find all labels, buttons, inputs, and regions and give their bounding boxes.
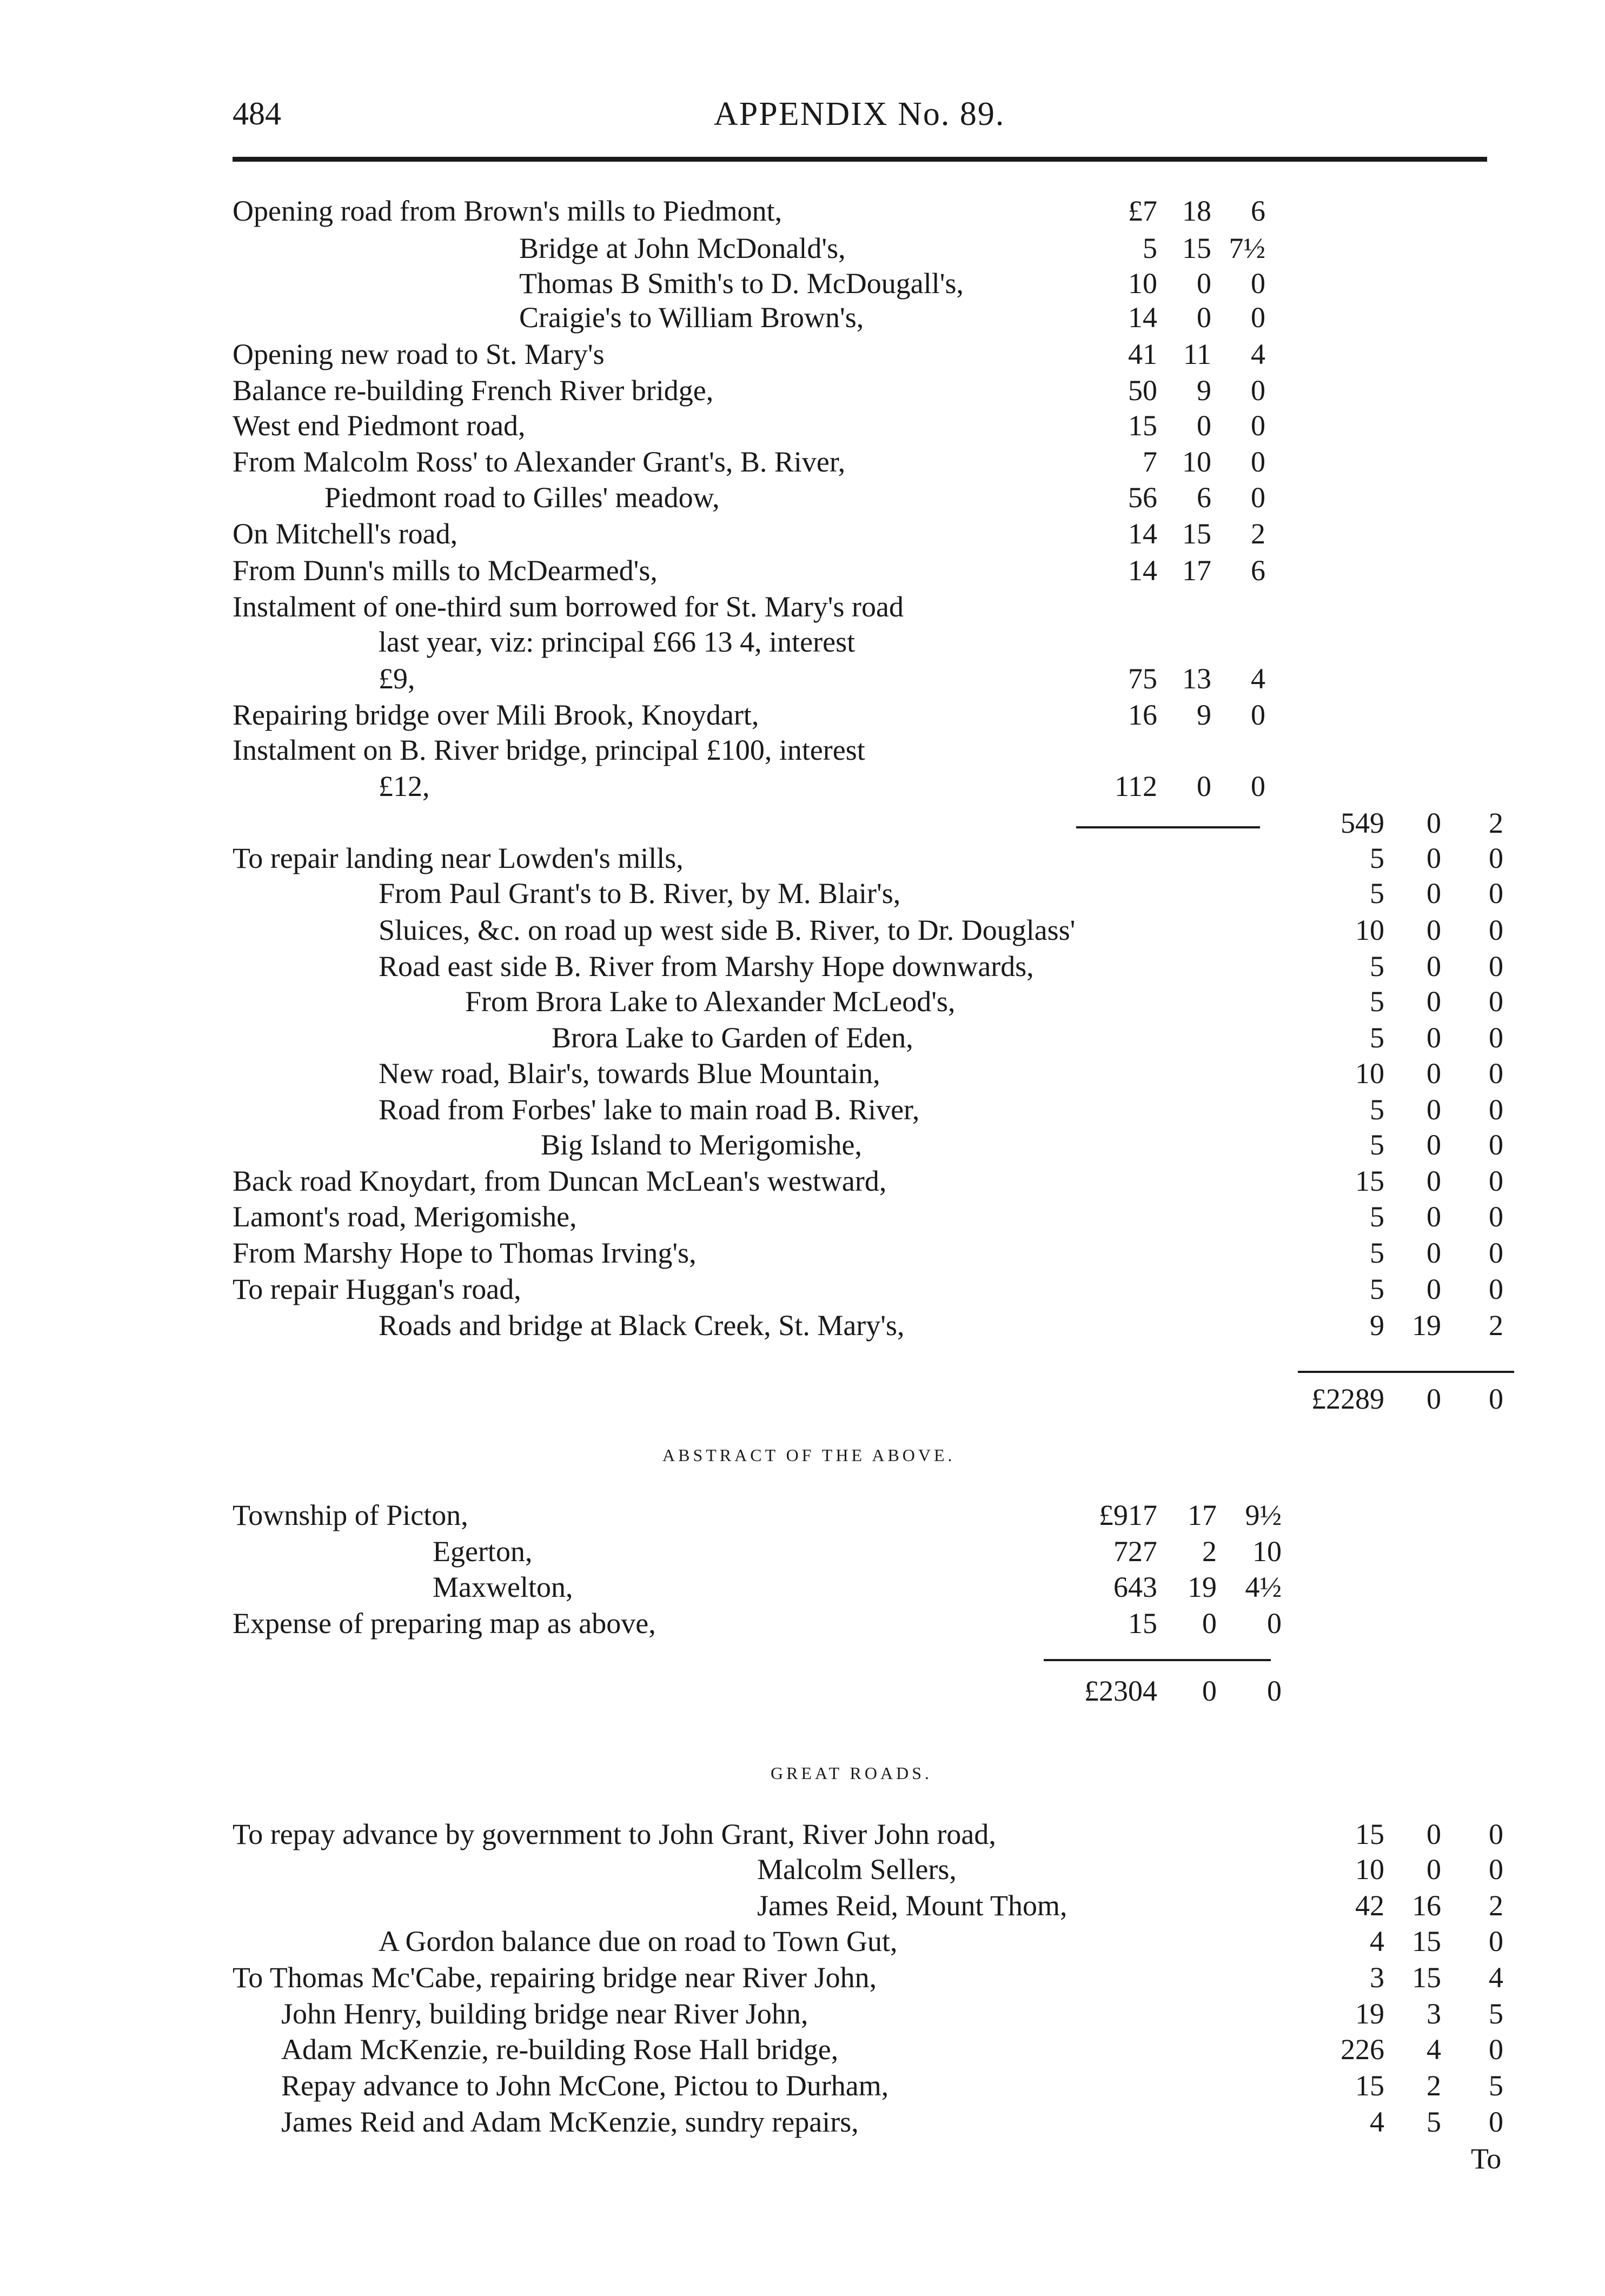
entry-shillings: 0 xyxy=(1197,267,1211,300)
entry-label: £9, xyxy=(379,662,415,695)
entry-label: Roads and bridge at Black Creek, St. Mary's, xyxy=(379,1309,905,1342)
entry-shillings: 10 xyxy=(1182,446,1211,478)
entry-pounds: 5 xyxy=(1370,1129,1384,1161)
entry-pounds: 5 xyxy=(1370,1093,1384,1126)
abstract-title: ABSTRACT OF THE ABOVE. xyxy=(662,1445,956,1465)
entry-label: Road from Forbes' lake to main road B. River, xyxy=(379,1093,920,1126)
abstract-shillings: 0 xyxy=(1202,1607,1217,1640)
entry-shillings: 15 xyxy=(1182,232,1211,264)
entry-shillings: 6 xyxy=(1197,481,1211,514)
entry-shillings: 11 xyxy=(1183,338,1211,370)
great-road-pence: 5 xyxy=(1489,1998,1503,2030)
abstract-pounds: £917 xyxy=(1099,1499,1157,1531)
entry-pounds: 15 xyxy=(1355,1165,1384,1197)
great-road-pence: 0 xyxy=(1489,2033,1503,2066)
entry-pence: 0 xyxy=(1251,374,1265,407)
entry-pence: 0 xyxy=(1251,267,1265,300)
entry-label: New road, Blair's, towards Blue Mountain, xyxy=(379,1057,880,1090)
entry-pounds: 5 xyxy=(1143,232,1157,264)
entry-pounds: 5 xyxy=(1370,985,1384,1018)
entry-label: last year, viz: principal £66 13 4, interest xyxy=(379,626,855,658)
entry-label: Lamont's road, Merigomishe, xyxy=(233,1200,577,1233)
abstract-label: Egerton, xyxy=(433,1535,533,1568)
entry-pounds: 14 xyxy=(1128,554,1157,587)
great-road-pounds: 15 xyxy=(1355,2069,1384,2102)
great-road-pounds: 19 xyxy=(1355,1998,1384,2030)
entry-pounds: 5 xyxy=(1370,950,1384,983)
entry-pence: 6 xyxy=(1251,554,1265,587)
entry-label: To repair landing near Lowden's mills, xyxy=(233,842,684,874)
great-road-pence: 2 xyxy=(1489,1889,1503,1922)
entry-label: From Paul Grant's to B. River, by M. Blair's, xyxy=(379,877,901,910)
entry-shillings: 18 xyxy=(1182,195,1211,227)
entry-pounds: 10 xyxy=(1355,914,1384,946)
great-road-label: John Henry, building bridge near River John, xyxy=(281,1998,808,2030)
total-rule xyxy=(1298,1371,1514,1373)
entry-label: Craigie's to William Brown's, xyxy=(519,301,864,334)
great-road-pence: 4 xyxy=(1489,1961,1503,1994)
great-road-label: Repay advance to John McCone, Pictou to Durham, xyxy=(281,2069,889,2102)
entry-label: Instalment of one-third sum borrowed for St. Mary's road xyxy=(233,590,904,623)
page-number: 484 xyxy=(233,96,281,131)
entry-pence: 0 xyxy=(1251,301,1265,334)
entry-shillings: 0 xyxy=(1427,1165,1441,1197)
entry-pounds: 15 xyxy=(1128,409,1157,442)
entry-pounds: 5 xyxy=(1370,1273,1384,1305)
entry-pence: 0 xyxy=(1489,914,1503,946)
entry-shillings: 0 xyxy=(1197,770,1211,802)
great-road-pence: 0 xyxy=(1489,2106,1503,2138)
entry-label: From Brora Lake to Alexander McLeod's, xyxy=(465,985,956,1018)
abstract-pence: 10 xyxy=(1252,1535,1282,1568)
entry-pence: 0 xyxy=(1251,770,1265,802)
grand-total-shillings: 0 xyxy=(1427,1383,1441,1415)
entry-pounds: 41 xyxy=(1128,338,1157,370)
entry-pounds: 5 xyxy=(1370,1200,1384,1233)
entry-pounds: 10 xyxy=(1355,1057,1384,1090)
entry-label: £12, xyxy=(379,770,430,802)
subtotal-rule xyxy=(1076,826,1260,828)
great-road-pounds: 10 xyxy=(1355,1853,1384,1886)
catchword: To xyxy=(1471,2142,1502,2175)
entry-pounds: 10 xyxy=(1128,267,1157,300)
entry-shillings: 0 xyxy=(1427,950,1441,983)
entry-shillings: 0 xyxy=(1427,914,1441,946)
entry-shillings: 0 xyxy=(1427,1057,1441,1090)
great-road-pounds: 4 xyxy=(1370,2106,1384,2138)
great-road-pounds: 3 xyxy=(1370,1961,1384,1994)
great-road-pence: 0 xyxy=(1489,1925,1503,1957)
entry-pounds: 5 xyxy=(1370,842,1384,874)
abstract-label: Expense of preparing map as above, xyxy=(233,1607,656,1640)
great-road-label: James Reid, Mount Thom, xyxy=(757,1889,1067,1922)
entry-label: Brora Lake to Garden of Eden, xyxy=(552,1021,913,1054)
abstract-total-pence: 0 xyxy=(1267,1675,1282,1707)
entry-shillings: 9 xyxy=(1197,699,1211,731)
abstract-pence: 9½ xyxy=(1245,1499,1282,1531)
subtotal-pence: 2 xyxy=(1489,807,1503,839)
subtotal-pounds: 549 xyxy=(1341,807,1384,839)
great-road-shillings: 16 xyxy=(1412,1889,1441,1922)
abstract-pence: 0 xyxy=(1267,1607,1282,1640)
entry-label: Opening road from Brown's mills to Piedmont, xyxy=(233,195,782,227)
entry-label: Balance re-building French River bridge, xyxy=(233,374,714,407)
entry-label: Sluices, &c. on road up west side B. River, to Dr. Douglass' xyxy=(379,914,1076,946)
entry-pounds: £7 xyxy=(1128,195,1157,227)
entry-pence: 0 xyxy=(1489,1021,1503,1054)
entry-shillings: 0 xyxy=(1197,301,1211,334)
page-title: APPENDIX No. 89. xyxy=(714,96,1005,132)
entry-pence: 6 xyxy=(1251,195,1265,227)
entry-label: To repair Huggan's road, xyxy=(233,1273,521,1305)
entry-label: Instalment on B. River bridge, principal £100, interest xyxy=(233,734,865,766)
entry-pence: 4 xyxy=(1251,338,1265,370)
entry-label: Road east side B. River from Marshy Hope downwards, xyxy=(379,950,1034,983)
entry-label: Piedmont road to Gilles' meadow, xyxy=(324,481,720,514)
entry-pounds: 5 xyxy=(1370,877,1384,910)
great-road-shillings: 2 xyxy=(1427,2069,1441,2102)
entry-pence: 0 xyxy=(1489,1165,1503,1197)
great-road-pence: 0 xyxy=(1489,1853,1503,1886)
entry-pence: 4 xyxy=(1251,662,1265,695)
entry-shillings: 9 xyxy=(1197,374,1211,407)
entry-pence: 0 xyxy=(1489,877,1503,910)
entry-label: West end Piedmont road, xyxy=(233,409,526,442)
entry-pence: 0 xyxy=(1489,985,1503,1018)
abstract-shillings: 17 xyxy=(1188,1499,1217,1531)
entry-label: Back road Knoydart, from Duncan McLean's westward, xyxy=(233,1165,887,1197)
entry-shillings: 0 xyxy=(1427,842,1441,874)
great-roads-title: GREAT ROADS. xyxy=(771,1763,932,1783)
entry-pence: 0 xyxy=(1251,446,1265,478)
entry-label: Repairing bridge over Mili Brook, Knoydart, xyxy=(233,699,759,731)
entry-shillings: 0 xyxy=(1427,1129,1441,1161)
entry-pounds: 9 xyxy=(1370,1309,1384,1342)
entry-pence: 0 xyxy=(1489,842,1503,874)
entry-shillings: 0 xyxy=(1427,1021,1441,1054)
entry-pounds: 14 xyxy=(1128,517,1157,550)
entry-pounds: 5 xyxy=(1370,1237,1384,1269)
entry-pounds: 7 xyxy=(1143,446,1157,478)
entry-pounds: 16 xyxy=(1128,699,1157,731)
great-road-pence: 5 xyxy=(1489,2069,1503,2102)
abstract-total-pounds: £2304 xyxy=(1084,1675,1157,1707)
great-road-pounds: 15 xyxy=(1355,1818,1384,1850)
great-road-label: To Thomas Mc'Cabe, repairing bridge near River John, xyxy=(233,1961,877,1994)
entry-shillings: 0 xyxy=(1427,1093,1441,1126)
abstract-shillings: 19 xyxy=(1188,1571,1217,1603)
entry-pence: 0 xyxy=(1251,699,1265,731)
great-road-shillings: 5 xyxy=(1427,2106,1441,2138)
entry-pence: 0 xyxy=(1489,1237,1503,1269)
abstract-pounds: 15 xyxy=(1128,1607,1157,1640)
abstract-label: Township of Picton, xyxy=(233,1499,468,1531)
entry-shillings: 13 xyxy=(1182,662,1211,695)
great-road-pounds: 226 xyxy=(1341,2033,1384,2066)
great-road-shillings: 4 xyxy=(1427,2033,1441,2066)
entry-label: On Mitchell's road, xyxy=(233,517,458,550)
abstract-total-shillings: 0 xyxy=(1202,1675,1217,1707)
abstract-shillings: 2 xyxy=(1202,1535,1217,1568)
great-road-label: A Gordon balance due on road to Town Gut, xyxy=(379,1925,898,1957)
entry-pounds: 5 xyxy=(1370,1021,1384,1054)
entry-pounds: 75 xyxy=(1128,662,1157,695)
entry-pence: 0 xyxy=(1489,1129,1503,1161)
great-road-label: Malcolm Sellers, xyxy=(757,1853,957,1886)
great-road-shillings: 15 xyxy=(1412,1925,1441,1957)
entry-pence: 0 xyxy=(1489,1057,1503,1090)
header-rule xyxy=(233,157,1487,162)
abstract-label: Maxwelton, xyxy=(433,1571,573,1603)
entry-pence: 0 xyxy=(1489,950,1503,983)
great-road-pounds: 42 xyxy=(1355,1889,1384,1922)
great-road-shillings: 15 xyxy=(1412,1961,1441,1994)
entry-label: Opening new road to St. Mary's xyxy=(233,338,605,370)
great-road-label: To repay advance by government to John Grant, River John road, xyxy=(233,1818,996,1850)
abstract-pounds: 643 xyxy=(1113,1571,1157,1603)
entry-label: Bridge at John McDonald's, xyxy=(519,232,846,264)
grand-total-pence: 0 xyxy=(1489,1383,1503,1415)
entry-shillings: 0 xyxy=(1427,1237,1441,1269)
entry-shillings: 17 xyxy=(1182,554,1211,587)
entry-pence: 2 xyxy=(1489,1309,1503,1342)
grand-total-pounds: £2289 xyxy=(1311,1383,1384,1415)
great-road-shillings: 0 xyxy=(1427,1818,1441,1850)
great-road-label: Adam McKenzie, re-building Rose Hall bridge, xyxy=(281,2033,839,2066)
entry-pounds: 50 xyxy=(1128,374,1157,407)
abstract-total-rule xyxy=(1044,1659,1271,1661)
entry-shillings: 0 xyxy=(1427,985,1441,1018)
abstract-pence: 4½ xyxy=(1245,1571,1282,1603)
entry-pounds: 14 xyxy=(1128,301,1157,334)
entry-shillings: 0 xyxy=(1427,1273,1441,1305)
abstract-pounds: 727 xyxy=(1113,1535,1157,1568)
entry-pence: 7½ xyxy=(1229,232,1265,264)
entry-shillings: 19 xyxy=(1412,1309,1441,1342)
entry-pounds: 56 xyxy=(1128,481,1157,514)
great-road-shillings: 3 xyxy=(1427,1998,1441,2030)
entry-shillings: 15 xyxy=(1182,517,1211,550)
great-road-label: James Reid and Adam McKenzie, sundry repairs, xyxy=(281,2106,859,2138)
great-road-shillings: 0 xyxy=(1427,1853,1441,1886)
entry-shillings: 0 xyxy=(1197,409,1211,442)
entry-pence: 2 xyxy=(1251,517,1265,550)
entry-label: Big Island to Merigomishe, xyxy=(541,1129,862,1161)
entry-pence: 0 xyxy=(1489,1093,1503,1126)
entry-shillings: 0 xyxy=(1427,877,1441,910)
entry-label: From Marshy Hope to Thomas Irving's, xyxy=(233,1237,697,1269)
subtotal-shillings: 0 xyxy=(1427,807,1441,839)
entry-label: Thomas B Smith's to D. McDougall's, xyxy=(519,267,964,300)
entry-label: From Dunn's mills to McDearmed's, xyxy=(233,554,658,587)
entry-pence: 0 xyxy=(1489,1200,1503,1233)
entry-pence: 0 xyxy=(1251,409,1265,442)
entry-pence: 0 xyxy=(1251,481,1265,514)
entry-pence: 0 xyxy=(1489,1273,1503,1305)
entry-pounds: 112 xyxy=(1115,770,1157,802)
great-road-pence: 0 xyxy=(1489,1818,1503,1850)
entry-label: From Malcolm Ross' to Alexander Grant's, B. River, xyxy=(233,446,846,478)
entry-shillings: 0 xyxy=(1427,1200,1441,1233)
great-road-pounds: 4 xyxy=(1370,1925,1384,1957)
